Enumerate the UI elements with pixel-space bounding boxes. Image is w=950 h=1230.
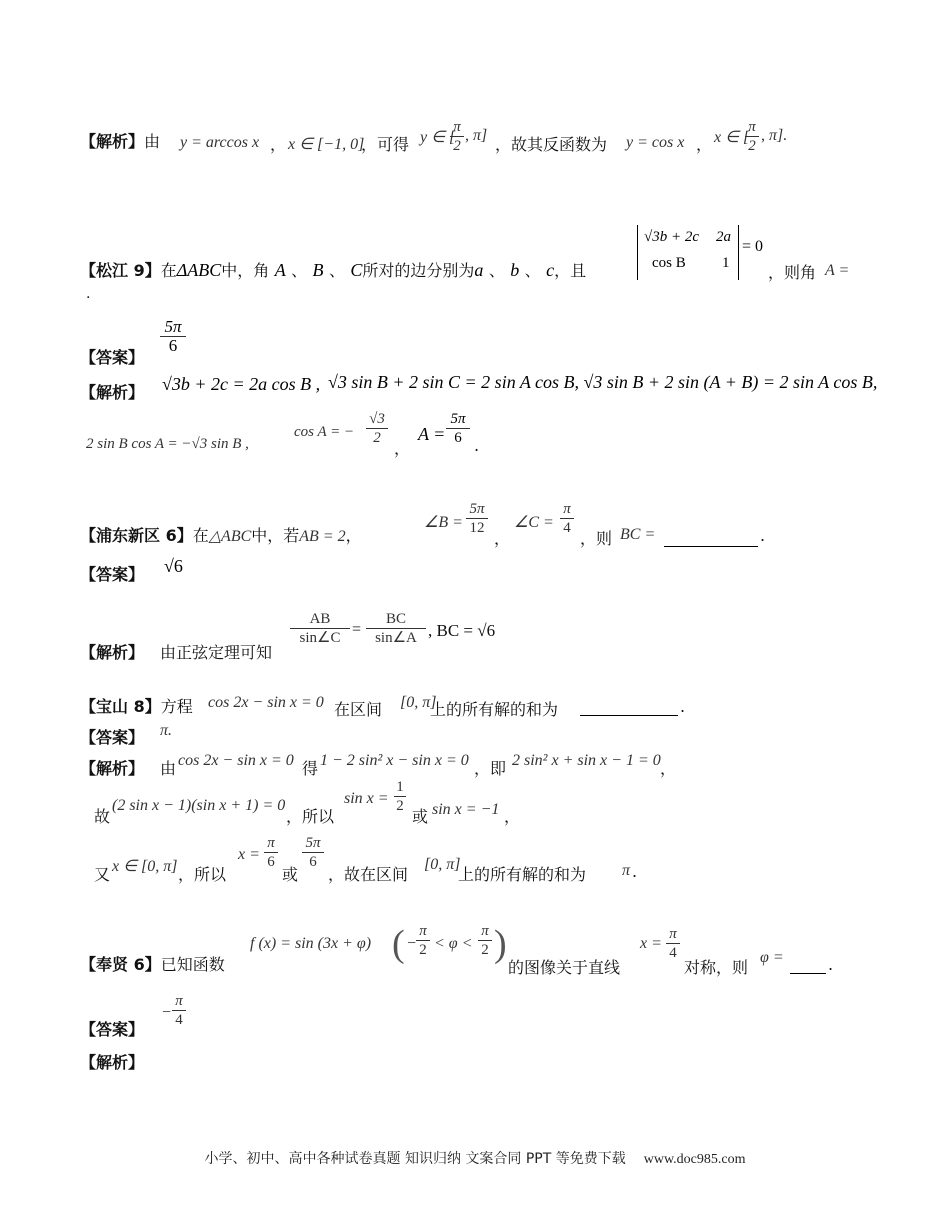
math-eq: cos 2x − sin x = 0 [178,752,294,769]
text: 或 [282,865,299,884]
analysis-label: 【解析】 [80,132,145,151]
question-tag: 【宝山 8】 [80,697,161,716]
text: ， [696,135,713,154]
dot: . [760,526,766,545]
text: 所对的边分别为 [362,261,475,280]
math-pi: π [622,862,631,879]
text: ，且 [554,261,587,280]
text: ， [345,526,362,545]
math-cos: y = cos x [626,134,685,151]
det-r2c2: 1 [722,255,730,271]
answer-blank [580,699,678,716]
text: 由正弦定理可知 [160,643,273,662]
dot: . [828,955,834,974]
text: 由 [160,759,177,778]
math: △ABC [208,528,252,545]
math-eq: 1 − 2 sin² x − sin x = 0 [320,752,469,769]
text: ，故其反函数为 [495,135,608,154]
math: A [274,260,286,280]
math-lt: < φ < [434,935,473,952]
math-arccos: y = arccos x [180,134,260,151]
answer-blank [790,957,826,974]
fraction-pi-2b: $\frac{\pi}{2}$ [478,922,492,959]
answer-label: 【答案】 [80,1020,145,1039]
fraction-5pi-12: $\frac{5\pi}{12}$ [466,500,488,537]
paren-right: ) [494,923,507,965]
text: 得 [302,759,319,778]
answer-fraction: $\frac{\pi}{4}$ [172,992,186,1029]
text: ，则角 [768,263,817,282]
det-r1c1: √3b + 2c [644,229,700,245]
question-tag: 【浦东新区 6】 [80,526,193,545]
math-eq: cos 2x − sin x = 0 [208,694,324,711]
answer-value: √6 [164,556,183,576]
text: ，所以 [286,807,335,826]
text: 、 [291,261,308,280]
answer-value: π. [160,722,173,739]
fraction-pi-2: $\frac{\pi}{2}$ [416,922,430,959]
answer-label: 【答案】 [80,348,145,367]
math-line: √3 sin B + 2 sin C = 2 sin A cos B, √3 sin B + 2 sin (A + B) = 2 sin A cos B, [328,372,878,392]
math-xeq: x = [640,935,662,952]
question-songjiang [80,260,586,281]
text: 上的所有解的和为 [430,700,559,719]
math-eq: (2 sin x − 1)(sin x + 1) = 0 [112,797,286,814]
footer [0,1148,950,1168]
dot: . [632,862,638,881]
dot: . [474,436,480,455]
analysis-label: 【解析】 [80,643,145,662]
text: ，则 [580,529,613,548]
text: ， [494,529,511,548]
math-domain2: x ∈ [ [714,129,750,146]
analysis-label: 【解析】 [80,383,145,402]
math-interval: [0, π] [424,856,461,873]
math-line: A = [418,424,446,444]
text: 在 [192,526,209,545]
footer-text: 小学、初中、高中各种试卷真题 知识归纳 文案合同 PPT 等免费下载 [204,1151,626,1167]
question-pudong [80,526,362,547]
text: 在区间 [334,700,383,719]
answer-blank [664,530,758,547]
answer-label: 【答案】 [80,728,145,747]
analysis-line-1 [80,132,160,152]
text: 方程 [160,697,193,716]
dot: . [680,697,686,716]
text: 在 [160,261,177,280]
math-range-suffix: , π] [465,127,488,144]
math: ΔABC [176,260,222,280]
question-tag: 【奉贤 6】 [80,955,161,974]
answer-fraction: $\frac{5\pi}{6}$ [160,318,186,355]
math-domain: x ∈ [−1, 0] [288,136,365,153]
math-fx: f (x) = sin (3x + φ) [250,935,372,952]
text: ，即 [474,759,507,778]
math-interval: [0, π] [400,694,437,711]
equals: = [352,621,362,638]
math-range-prefix: y ∈ [ [420,129,456,146]
text: 已知函数 [160,955,225,974]
math: AB = 2 [299,528,346,545]
math-line: , BC = √6 [428,621,496,640]
math: B [312,260,324,280]
math-phi: φ = [760,949,784,966]
paren-left: ( [392,923,405,965]
fraction-pi-6: $\frac{\pi}{6}$ [264,834,278,871]
fraction-ab-sinc: $\frac{AB}{\sin\angle C}$ [290,610,350,647]
text: 中，若 [251,526,300,545]
math-domain2-suffix: , π]. [761,127,788,144]
question-baoshan [80,697,193,717]
fraction-pi-4: $\frac{\pi}{4}$ [560,500,574,537]
math-ask: A = [825,262,850,279]
footer-url[interactable]: www.doc985.com [643,1152,746,1167]
text: 或 [412,807,429,826]
math-minus: − [406,935,417,952]
analysis-label: 【解析】 [80,1053,145,1072]
fraction-5pi-over-6: $\frac{5\pi}{6}$ [446,410,470,447]
text: ， [270,135,287,154]
fraction-pi-over-2: $\frac{\pi}{2}$ [450,118,464,155]
math: a [474,260,484,280]
fraction-pi-over-2b: $\frac{\pi}{2}$ [745,118,759,155]
text: 、 [524,261,541,280]
math: b [510,260,520,280]
det-r1c2: 2a [716,229,731,245]
text: 上的所有解的和为 [458,865,587,884]
text: 的图像关于直线 [508,958,621,977]
determinant [637,225,739,280]
question-tag: 【松江 9】 [80,261,161,280]
math-bc: BC = [620,526,656,543]
text: 中，角 [221,261,270,280]
math: c [546,260,555,280]
text: 故 [94,807,111,826]
text: 对称，则 [684,958,749,977]
text: ， [660,759,677,778]
text: ，所以 [178,865,227,884]
fraction-sqrt3-over-2: $\frac{√3}{2}$ [366,410,388,447]
math-line: 2 sin B cos A = −√3 sin B , [86,436,249,452]
math-angle-c: ∠C = [514,514,554,531]
math-eq: 2 sin² x + sin x − 1 = 0 [512,752,661,769]
math-line: √3b + 2c = 2a cos B , [162,374,321,394]
math-sinx: sin x = [344,790,389,807]
dot: . [86,286,91,302]
det-equals: = 0 [742,238,764,255]
text: 由 [144,132,161,151]
text: 又 [94,865,111,884]
math: C [350,260,363,280]
math-sinx2: sin x = −1 [432,801,500,818]
text: 、 [328,261,345,280]
question-fengxian [80,955,225,975]
math-minus: − [161,1004,172,1021]
math-angle-b: ∠B = [424,514,463,531]
det-r2c1: cos B [652,255,686,271]
text: ，故在区间 [328,865,409,884]
fraction-1-2: $\frac{1}{2}$ [394,778,406,815]
fraction-bc-sina: $\frac{BC}{\sin\angle A}$ [366,610,426,647]
text: ， [394,439,411,458]
math-line: cos A = − [294,424,355,440]
math-xeq: x = [238,846,260,863]
text: 、 [488,261,505,280]
answer-label: 【答案】 [80,565,145,584]
text: ， [504,807,521,826]
math-xin: x ∈ [0, π] [112,858,178,875]
fraction-5pi-6: $\frac{5\pi}{6}$ [302,834,324,871]
fraction-pi-4: $\frac{\pi}{4}$ [666,925,680,962]
analysis-label: 【解析】 [80,759,145,778]
text: ，可得 [361,135,410,154]
